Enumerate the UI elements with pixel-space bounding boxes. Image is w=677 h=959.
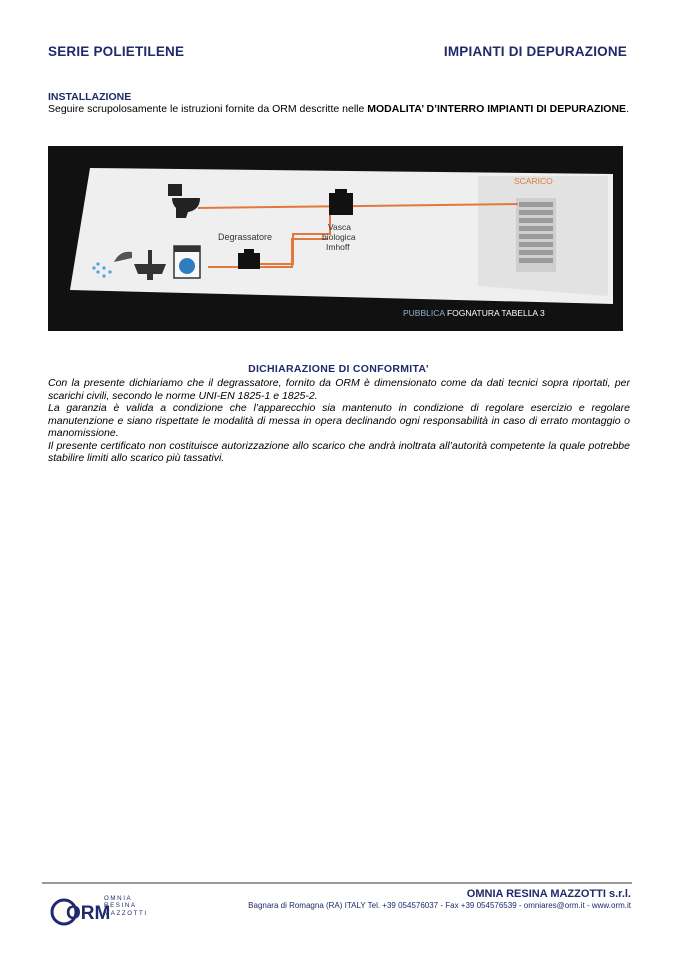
footer-address: Bagnara di Romagna (RA) ITALY Tel. +39 054576037 - Fax +39 054576539 - omniares@orm.it - www.orm.it — [248, 901, 631, 910]
label-fognatura-highlight: PUBBLICA — [403, 308, 445, 318]
label-vasca-line1: Vasca — [328, 222, 351, 232]
logo-line-omnia: OMNIA — [104, 895, 133, 902]
header-series: SERIE POLIETILENE — [48, 44, 185, 59]
washing-machine-icon — [174, 246, 200, 278]
installation-diagram — [48, 146, 623, 331]
label-scarico: SCARICO — [514, 176, 553, 186]
footer-company: OMNIA RESINA MAZZOTTI s.r.l. — [466, 888, 631, 900]
installation-text — [48, 103, 630, 116]
label-vasca-line3: Imhoff — [326, 242, 350, 252]
installation-title: INSTALLAZIONE — [48, 91, 132, 103]
discharge-grate — [516, 198, 556, 272]
declaration-body — [48, 377, 630, 465]
logo-line-resina: RESINA — [104, 902, 137, 910]
label-fognatura-rest: FOGNATURA TABELLA 3 — [444, 308, 545, 318]
header-category: IMPIANTI DI DEPURAZIONE — [443, 44, 627, 59]
installation-end: . — [626, 103, 629, 115]
footer-divider — [42, 882, 632, 884]
label-fognatura — [403, 308, 545, 318]
diagram-svg — [48, 146, 623, 331]
declaration-paragraph-1: Con la presente dichiariamo che il degrassatore, fornito da ORM è dimensionato come da dati tecnici sopra riportati, per scarichi civili, secondo le norme UNI-EN 1825-1 e 1825-2. — [48, 377, 630, 402]
logo-wordmark — [104, 895, 148, 917]
installation-intro: Seguire scrupolosamente le istruzioni fornite da ORM descritte nelle — [48, 103, 368, 115]
label-vasca-line2: biologica — [322, 232, 356, 242]
installation-bold-reference: MODALITA’ D’INTERRO IMPIANTI DI DEPURAZIONE — [367, 103, 627, 115]
declaration-paragraph-3: Il presente certificato non costituisce autorizzazione allo scarico che andrà inoltrata all’autorità competente la quale potrebbe stabilire limiti allo scarico più tassativi. — [48, 439, 630, 464]
logo-mark: ORM — [66, 903, 111, 924]
label-degrassatore: Degrassatore — [218, 232, 273, 242]
declaration-title: DICHIARAZIONE DI CONFORMITA’ — [248, 363, 429, 375]
logo-line-mazzotti: MAZZOTTI — [104, 909, 148, 917]
declaration-paragraph-2: La garanzia è valida a condizione che l’apparecchio sia mantenuto in condizione di regolare esercizio e regolare manutenzione e siano rispettate le modalità di messa in opera declinando ogni responsabilità in caso di errato montaggio o manomissione. — [48, 402, 630, 439]
